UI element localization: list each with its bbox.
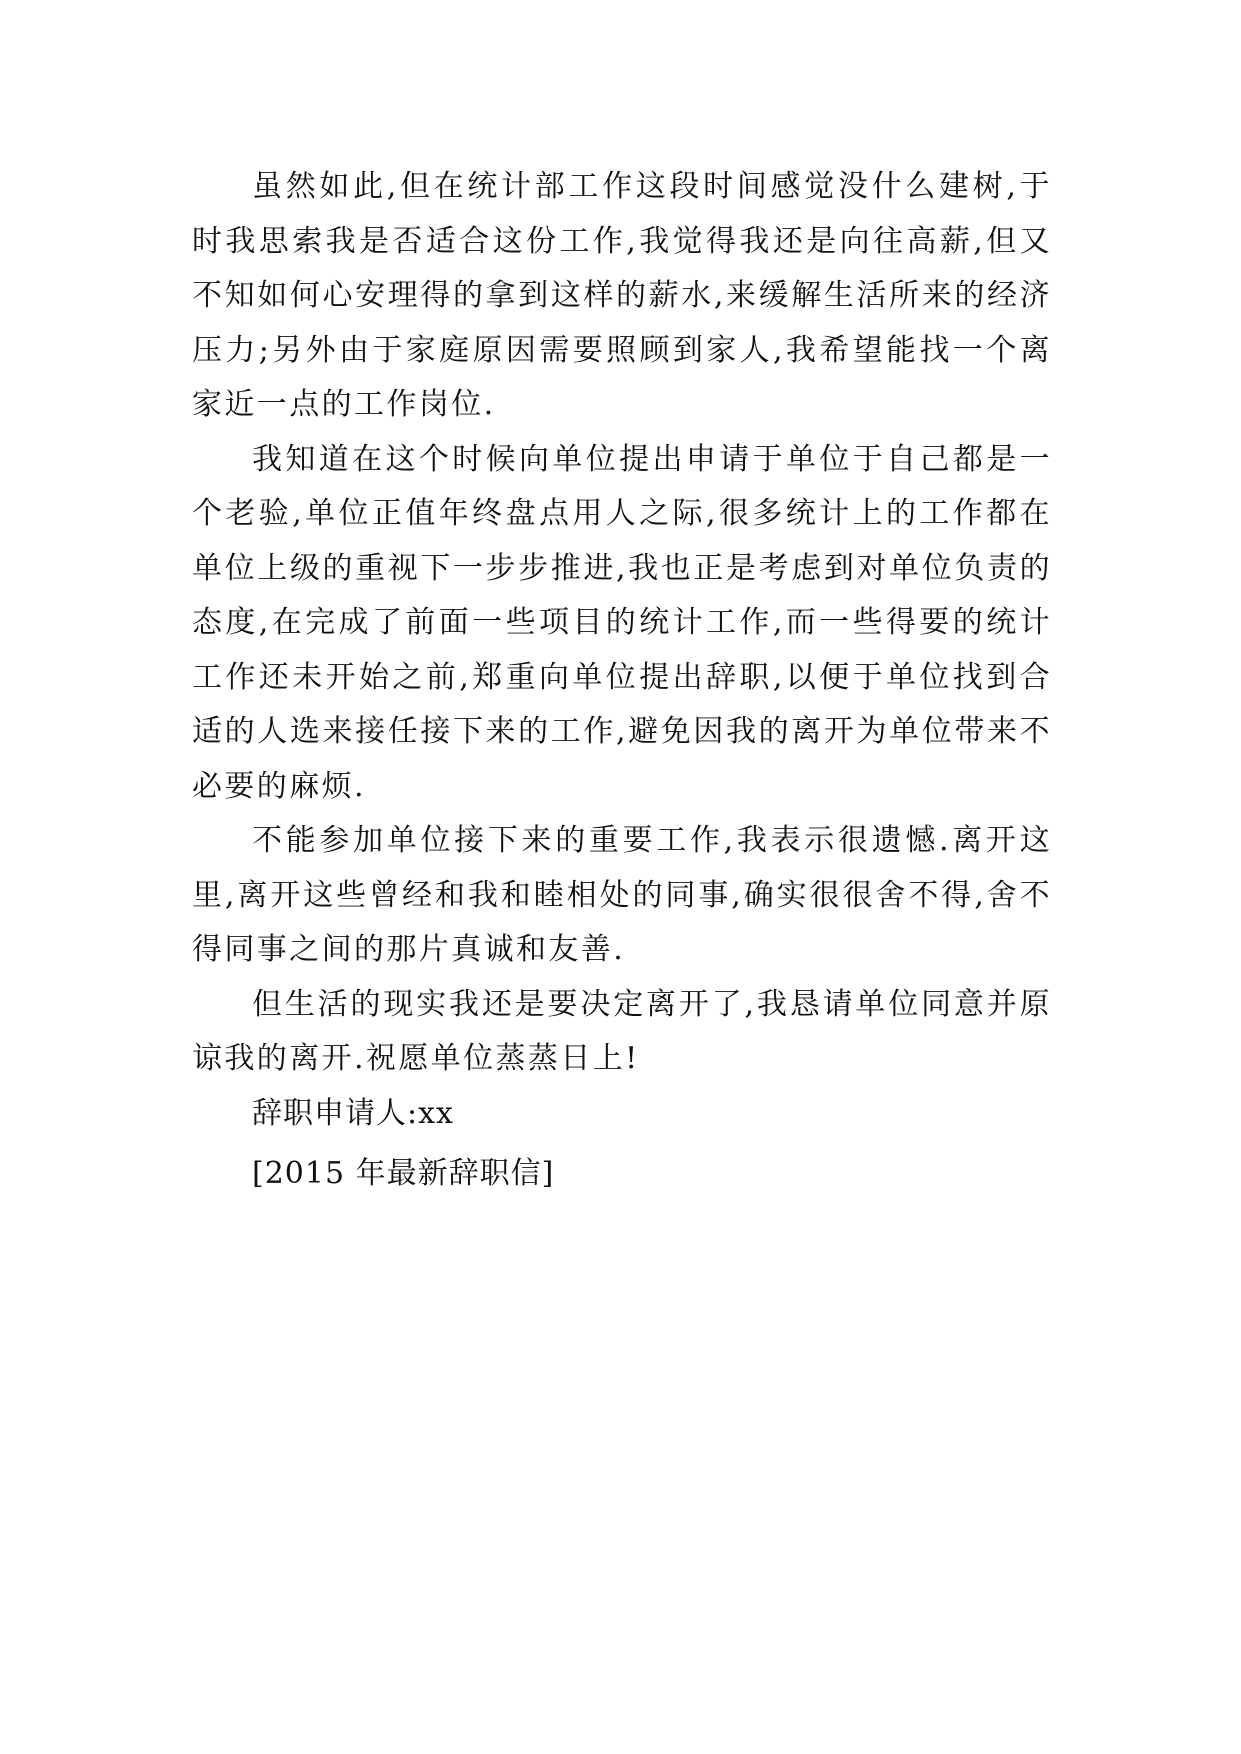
paragraph-2: 我知道在这个时候向单位提出申请于单位于自己都是一个老验,单位正值年终盘点用人之际,很多统计上的工作都在单位上级的重视下一步步推进,我也正是考虑到对单位负责的态度,在完成了前面一些项目的统计工作,而一些得要的统计工作还未开始之前,郑重向单位提出辞职,以便于单位找到合适的人选来接任接下来的工作,避免因我的离开为单位带来不必要的麻烦. bbox=[192, 441, 1052, 804]
signature-line: 辞职申请人:xx bbox=[252, 1095, 454, 1131]
document-body bbox=[192, 160, 1052, 1202]
paragraph-1: 虽然如此,但在统计部工作这段时间感觉没什么建树,于时我思索我是否适合这份工作,我觉得我还是向往高薪,但又不知如何心安理得的拿到这样的薪水,来缓解生活所来的经济压力;另外由于家庭原因需要照顾到家人,我希望能找一个离家近一点的工作岗位. bbox=[192, 169, 1052, 422]
document-source-tag: [2015 年最新辞职信] bbox=[252, 1156, 555, 1191]
paragraph-4: 但生活的现实我还是要决定离开了,我恳请单位同意并原谅我的离开.祝愿单位蒸蒸日上! bbox=[192, 986, 1052, 1076]
paragraph-3: 不能参加单位接下来的重要工作,我表示很遗憾.离开这里,离开这些曾经和我和睦相处的同事,确实很很舍不得,舍不得同事之间的那片真诚和友善. bbox=[192, 823, 1052, 967]
